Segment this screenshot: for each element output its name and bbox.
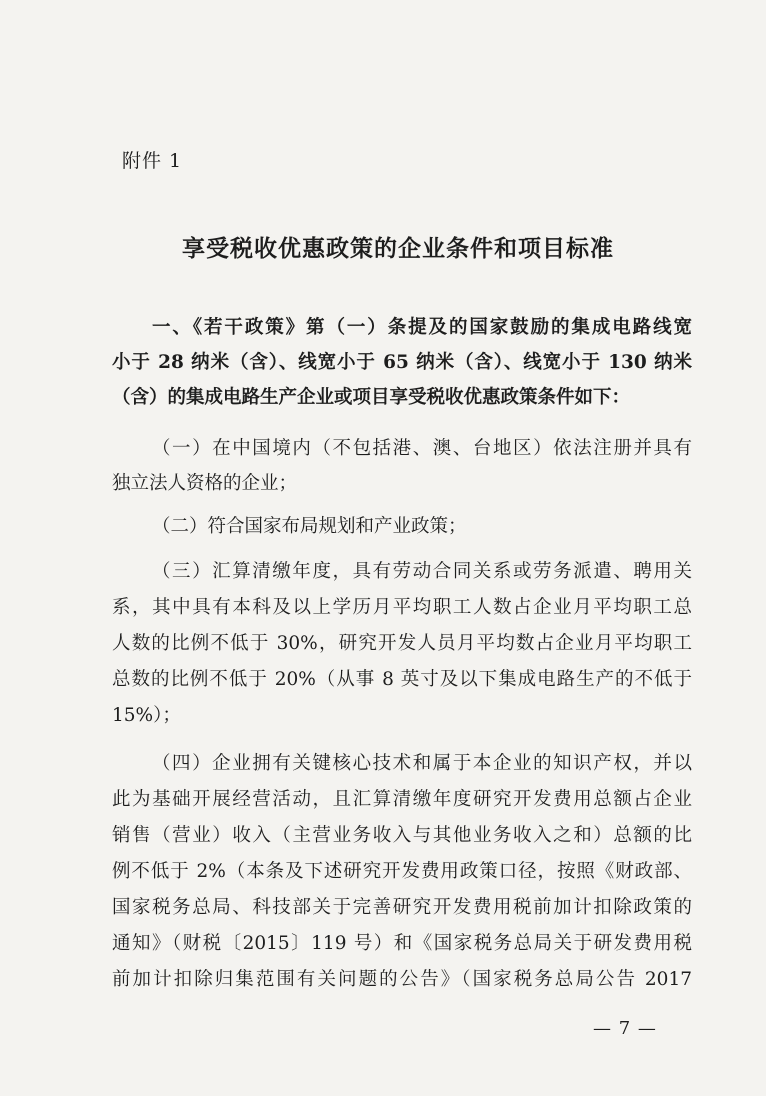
item4-line-5: 国家税务总局、科技部关于完善研究开发费用税前加计扣除政策的	[112, 897, 692, 918]
item3-line-3: 人数的比例不低于 30%，研究开发人员月平均数占企业月平均职工	[112, 633, 692, 654]
item3-line-4: 总数的比例不低于 20%（从事 8 英寸及以下集成电路生产的不低于	[112, 669, 692, 690]
attachment-label: 附件 1	[122, 150, 183, 172]
document-title: 享受税收优惠政策的企业条件和项目标准	[182, 235, 614, 262]
item3-line-2: 系，其中具有本科及以上学历月平均职工人数占企业月平均职工总	[112, 597, 692, 618]
item3-line-1: （三）汇算清缴年度，具有劳动合同关系或劳务派遣、聘用关	[152, 561, 692, 582]
page-number: — 7 —	[593, 1018, 657, 1039]
item4-line-7: 前加计扣除归集范围有关问题的公告》（国家税务总局公告 2017	[112, 969, 692, 990]
section1-line-1: 一、《若干政策》第（一）条提及的国家鼓励的集成电路线宽	[152, 317, 692, 338]
item2-line-1: （二）符合国家布局规划和产业政策；	[152, 516, 467, 537]
section1-line-3: （含）的集成电路生产企业或项目享受税收优惠政策条件如下：	[112, 387, 631, 408]
item4-line-6: 通知》（财税〔2015〕119 号）和《国家税务总局关于研发费用税	[112, 933, 692, 954]
item1-line-1: （一）在中国境内（不包括港、澳、台地区）依法注册并具有	[152, 438, 692, 459]
item4-line-2: 此为基础开展经营活动，且汇算清缴年度研究开发费用总额占企业	[112, 789, 692, 810]
item4-line-4: 例不低于 2%（本条及下述研究开发费用政策口径，按照《财政部、	[112, 861, 692, 882]
section1-line-2: 小于 28 纳米（含）、线宽小于 65 纳米（含）、线宽小于 130 纳米	[112, 352, 692, 373]
item1-line-2: 独立法人资格的企业；	[112, 473, 298, 494]
item4-line-1: （四）企业拥有关键核心技术和属于本企业的知识产权，并以	[152, 753, 692, 774]
item4-line-3: 销售（营业）收入（主营业务收入与其他业务收入之和）总额的比	[112, 825, 692, 846]
item3-line-5: 15%）；	[112, 705, 181, 726]
